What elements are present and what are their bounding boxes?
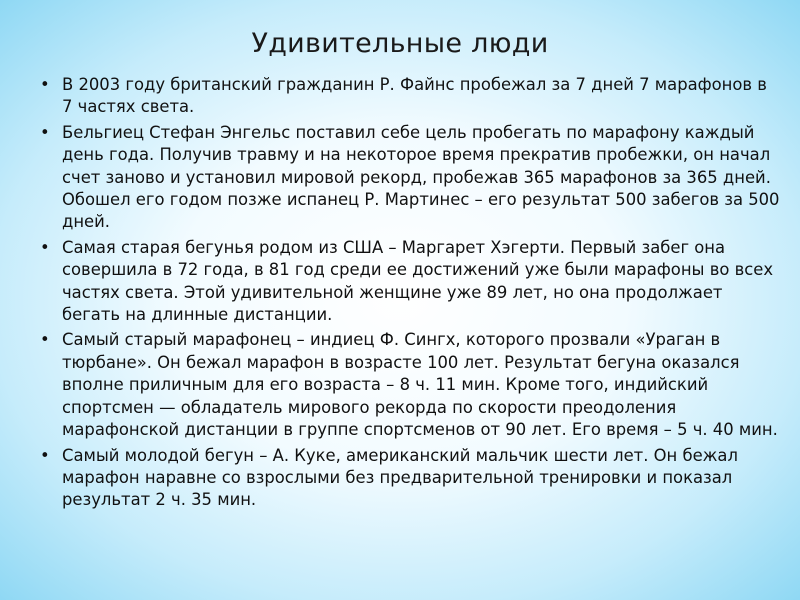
bullet-item: • В 2003 году британский гражданин Р. Файнс пробежал за 7 дней 7 марафонов в 7 частях света. <box>40 74 780 119</box>
bullet-list <box>40 74 780 515</box>
bullet-item: • Самый старый марафонец – индиец Ф. Сингх, которого прозвали «Ураган в тюрбане». Он бежал марафон в возрасте 100 лет. Результат бегуна оказался вполне приличным для его возраста – 8 ч. 11 мин. Кроме того, индийский спортсмен — обладатель мирового рекорда по скорости преодоления марафонской дистанции в группе спортсменов от 90 лет. Его время – 5 ч. 40 мин. <box>40 329 780 441</box>
bullet-item: • Бельгиец Стефан Энгельс поставил себе цель пробегать по марафону каждый день года. Получив травму и на некоторое время прекратив пробежки, он начал счет заново и установил мировой рекорд, пробежав 365 марафонов за 365 дней. Обошел его годом позже испанец Р. Мартинес – его результат 500 забегов за 500 дней. <box>40 122 780 234</box>
bullet-item: • Самая старая бегунья родом из США – Маргарет Хэгерти. Первый забег она совершила в 72 года, в 81 год среди ее достижений уже были марафоны во всех частях света. Этой удивительной женщине уже 89 лет, но она продолжает бегать на длинные дистанции. <box>40 237 780 327</box>
bullet-item: • Самый молодой бегун – А. Куке, американский мальчик шести лет. Он бежал марафон наравне со взрослыми без предварительной тренировки и показал результат 2 ч. 35 мин. <box>40 445 780 512</box>
slide-title: Удивительные люди <box>251 28 549 59</box>
